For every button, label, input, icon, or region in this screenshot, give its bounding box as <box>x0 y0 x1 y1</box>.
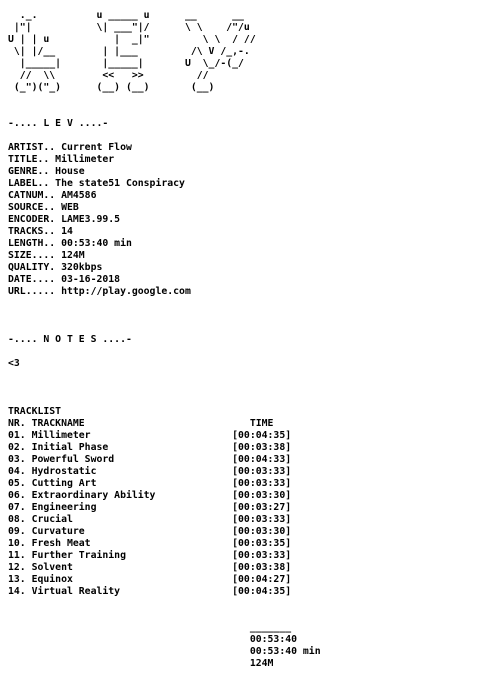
nfo-line: 02. Initial Phase [00:03:38] <box>8 442 292 453</box>
nfo-line: LENGTH.. 00:53:40 min <box>8 238 132 249</box>
nfo-line <box>8 322 480 334</box>
nfo-line: |_____| |_____| U \_/-(_/ <box>8 58 244 69</box>
nfo-line: // \\ << >> // <box>8 70 209 81</box>
nfo-line: 03. Powerful Sword [00:04:33] <box>8 454 292 465</box>
nfo-line: 13. Equinox [00:04:27] <box>8 574 292 585</box>
nfo-line: ._. u _____ u __ __ <box>8 10 244 21</box>
nfo-line: 09. Curvature [00:03:30] <box>8 526 292 537</box>
nfo-line <box>8 394 480 406</box>
nfo-line: 124M <box>8 658 274 669</box>
nfo-line <box>8 298 480 310</box>
nfo-line <box>8 382 480 394</box>
nfo-line: 07. Engineering [00:03:27] <box>8 502 292 513</box>
nfo-line: 08. Crucial [00:03:33] <box>8 514 292 525</box>
nfo-line <box>8 310 480 322</box>
nfo-line <box>8 130 480 142</box>
nfo-line: 14. Virtual Reality [00:04:35] <box>8 586 292 597</box>
nfo-line: GENRE.. House <box>8 166 85 177</box>
nfo-line: <3 <box>8 358 20 369</box>
nfo-line: TRACKLIST <box>8 406 62 417</box>
nfo-line: 10. Fresh Meat [00:03:35] <box>8 538 292 549</box>
nfo-line: SIZE.... 124M <box>8 250 85 261</box>
nfo-line <box>8 598 480 610</box>
nfo-line <box>8 94 480 106</box>
nfo-line: \| |/__ | |___ /\ V /_,-. <box>8 46 250 57</box>
nfo-line: ENCODER. LAME3.99.5 <box>8 214 121 225</box>
nfo-line: TITLE.. Millimeter <box>8 154 115 165</box>
nfo-line: LABEL.. The state51 Conspiracy <box>8 178 185 189</box>
nfo-line: TRACKS.. 14 <box>8 226 73 237</box>
nfo-line <box>8 106 480 118</box>
nfo-line: 04. Hydrostatic [00:03:33] <box>8 466 292 477</box>
nfo-line: U | | u | _|" \ \ / // <box>8 34 256 45</box>
nfo-line: SOURCE.. WEB <box>8 202 79 213</box>
nfo-line: ARTIST.. Current Flow <box>8 142 132 153</box>
nfo-line: DATE.... 03-16-2018 <box>8 274 121 285</box>
nfo-line: 06. Extraordinary Ability [00:03:30] <box>8 490 292 501</box>
nfo-line: _______ <box>8 622 292 633</box>
nfo-line <box>8 370 480 382</box>
nfo-line: NR. TRACKNAME TIME <box>8 418 274 429</box>
nfo-line: 00:53:40 <box>8 634 298 645</box>
nfo-line: 00:53:40 min <box>8 646 321 657</box>
nfo-line: 05. Cutting Art [00:03:33] <box>8 478 292 489</box>
nfo-line: 12. Solvent [00:03:38] <box>8 562 292 573</box>
nfo-line: CATNUM.. AM4586 <box>8 190 97 201</box>
nfo-line: QUALITY. 320kbps <box>8 262 103 273</box>
nfo-line: 01. Millimeter [00:04:35] <box>8 430 292 441</box>
nfo-line: -.... L E V ....- <box>8 118 109 129</box>
nfo-line: URL..... http://play.google.com <box>8 286 191 297</box>
nfo-line <box>8 610 480 622</box>
nfo-line <box>8 346 480 358</box>
nfo-line: |"| \| ___"|/ \ \ /"/u <box>8 22 250 33</box>
nfo-line: (_")("_) (__) (__) (__) <box>8 82 215 93</box>
nfo-line: -.... N O T E S ....- <box>8 334 132 345</box>
nfo-line: 11. Further Training [00:03:33] <box>8 550 292 561</box>
